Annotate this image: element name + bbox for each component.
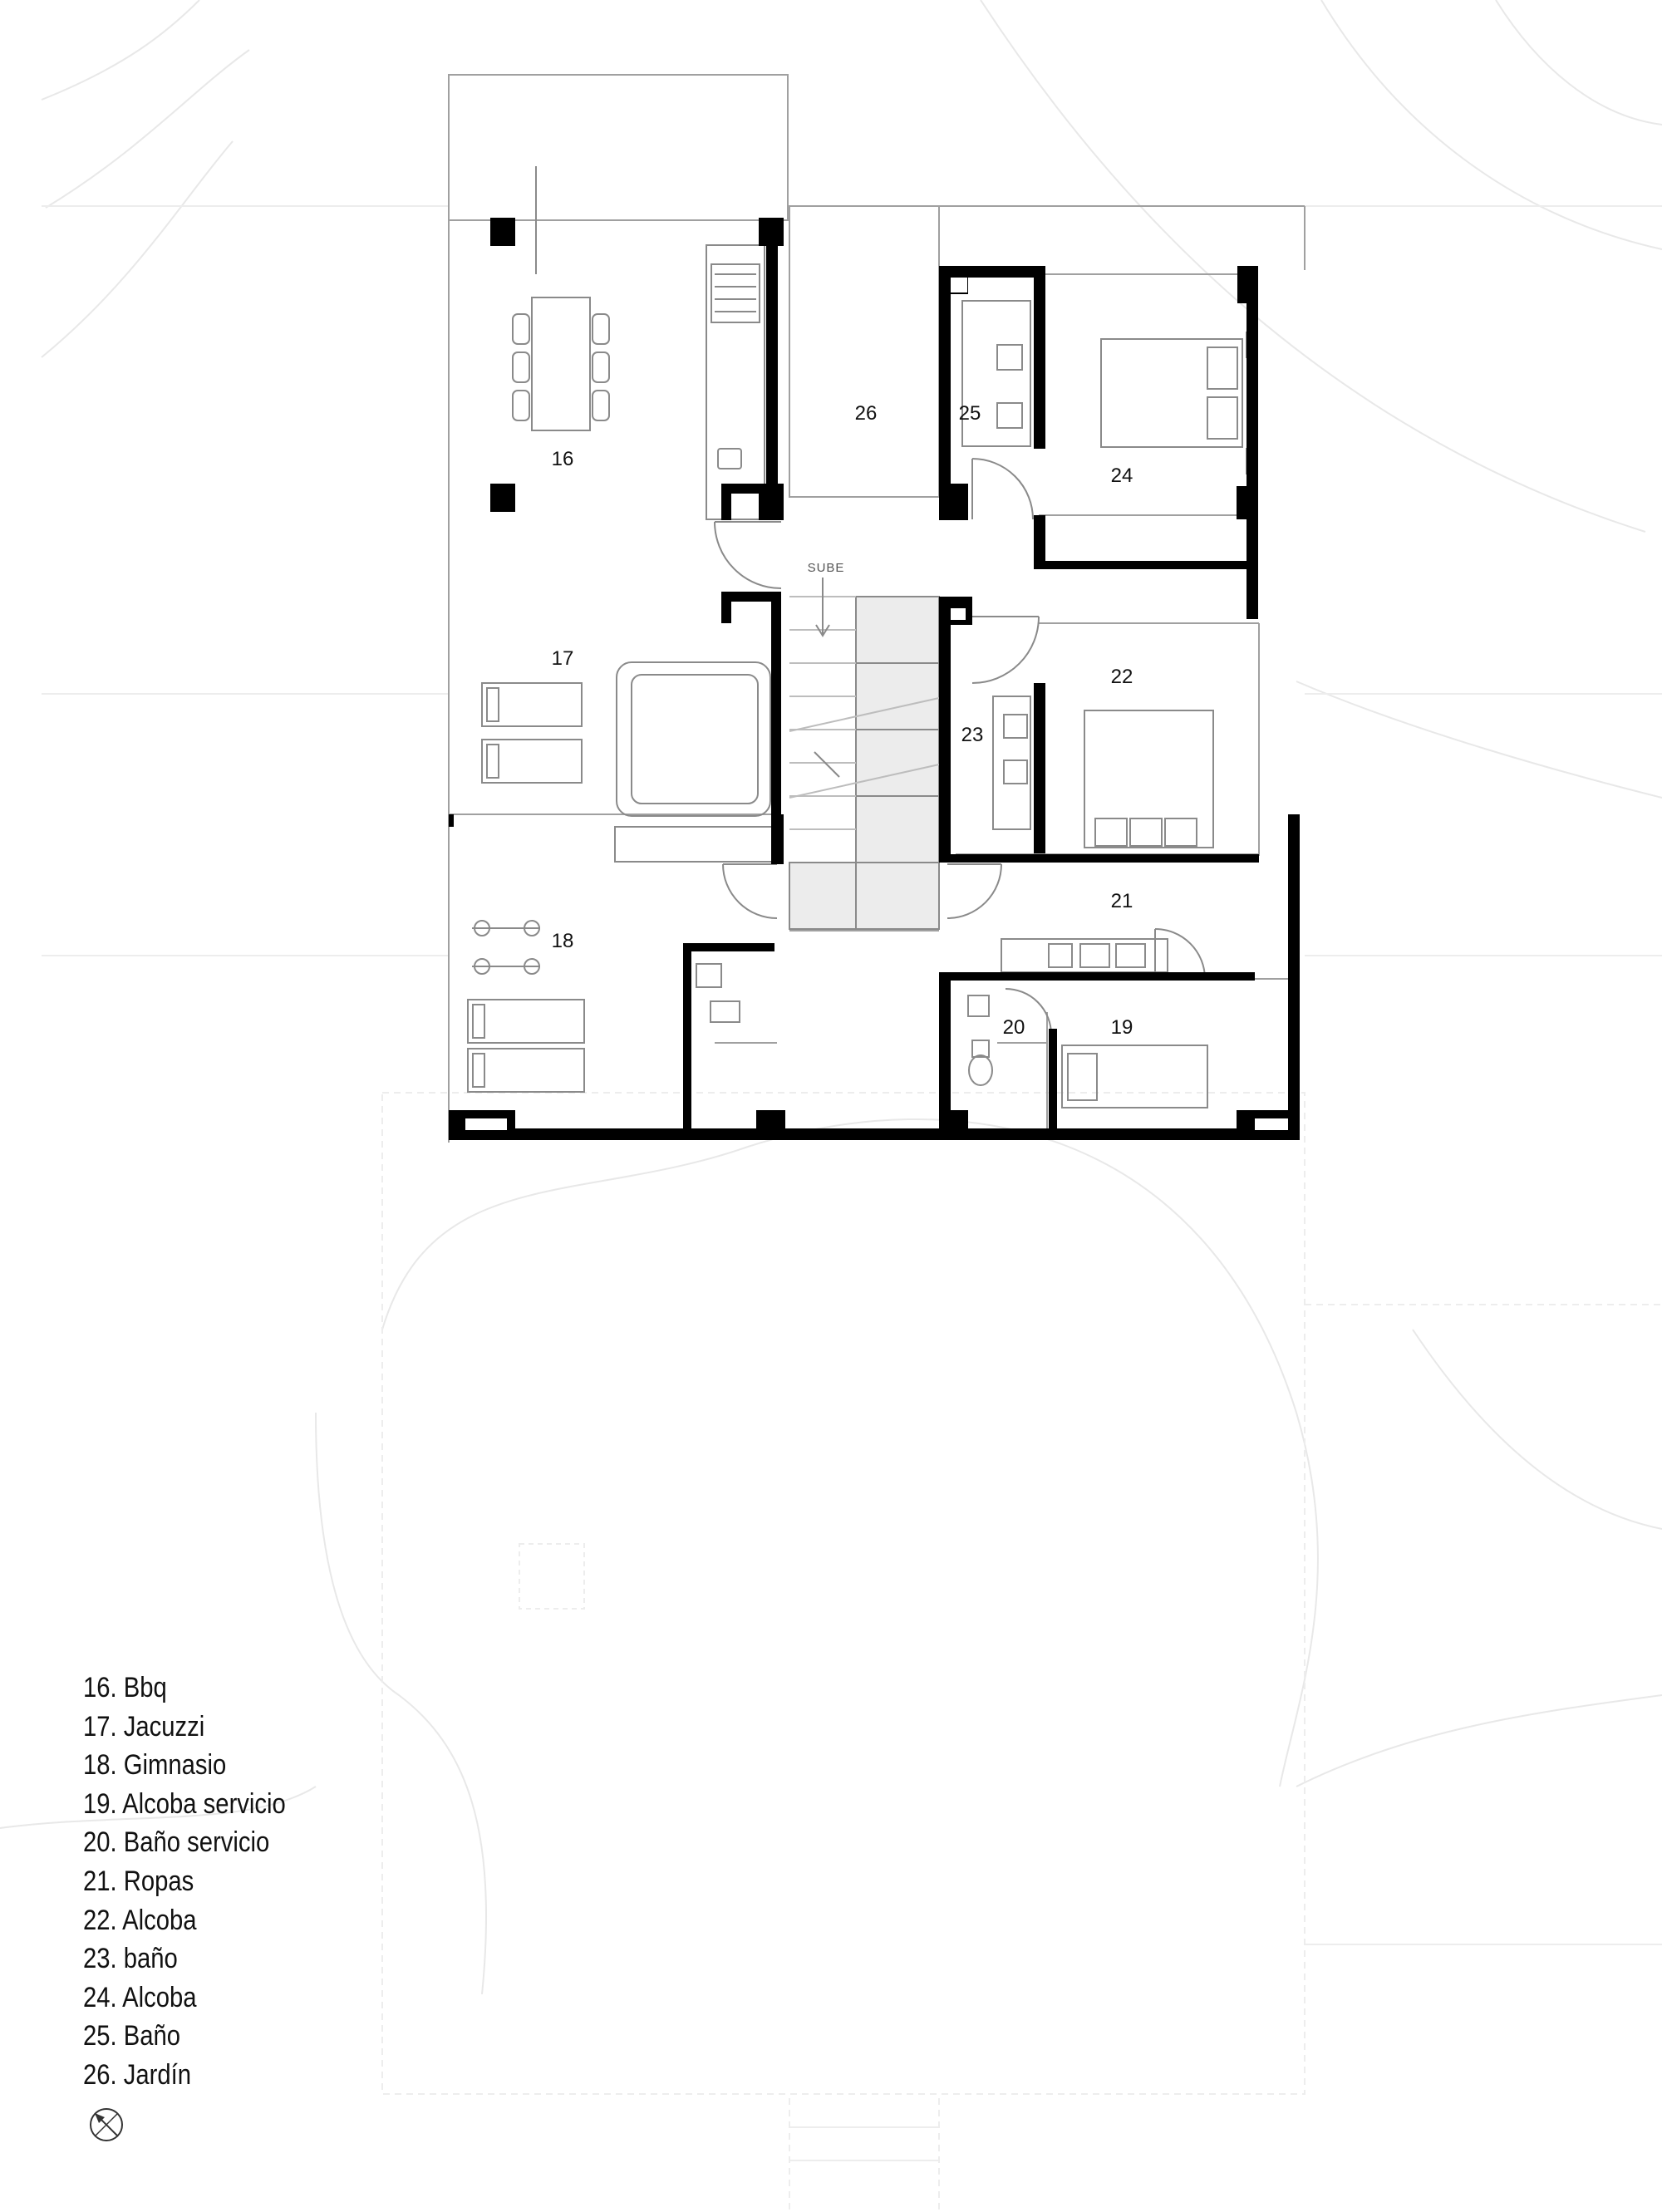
legend-item: 19. Alcoba servicio xyxy=(83,1787,286,1820)
stair xyxy=(789,578,939,929)
room-number-22: 22 xyxy=(1110,666,1133,688)
legend-item: 20. Baño servicio xyxy=(83,1826,270,1859)
room-number-25: 25 xyxy=(958,402,981,425)
room-number-23: 23 xyxy=(961,724,984,746)
legend-item: 17. Jacuzzi xyxy=(83,1710,205,1743)
legend-item: 16. Bbq xyxy=(83,1672,167,1703)
north-arrow-icon xyxy=(88,2106,125,2143)
bed-22 xyxy=(1084,710,1213,848)
legend-item: 22. Alcoba xyxy=(83,1904,197,1936)
jacuzzi xyxy=(482,662,777,862)
legend-item: 21. Ropas xyxy=(83,1865,194,1897)
laundry-units xyxy=(1001,939,1168,972)
legend-item: 25. Baño xyxy=(83,2020,181,2052)
dining-table xyxy=(513,166,609,430)
bbq-counter xyxy=(706,245,765,519)
room-number-24: 24 xyxy=(1110,465,1133,487)
room-number-17: 17 xyxy=(551,647,574,670)
room-number-18: 18 xyxy=(551,930,574,952)
legend-item: 18. Gimnasio xyxy=(83,1749,227,1782)
legend-item: 23. baño xyxy=(83,1943,178,1975)
bed-24 xyxy=(1101,332,1256,474)
service-fixtures xyxy=(968,995,1207,1108)
room-number-16: 16 xyxy=(551,448,574,470)
room-number-26: 26 xyxy=(854,402,878,425)
legend-item: 24. Alcoba xyxy=(83,1981,197,2013)
gym-toilet xyxy=(696,964,740,1022)
stair-label: SUBE xyxy=(807,561,845,575)
room-number-21: 21 xyxy=(1110,890,1133,912)
room-legend xyxy=(83,1669,286,2095)
room-number-19: 19 xyxy=(1110,1016,1133,1039)
room-number-20: 20 xyxy=(1002,1016,1025,1039)
legend-item: 26. Jardín xyxy=(83,2058,192,2091)
doors xyxy=(715,459,1205,1035)
bath-23-fixtures xyxy=(993,696,1030,829)
